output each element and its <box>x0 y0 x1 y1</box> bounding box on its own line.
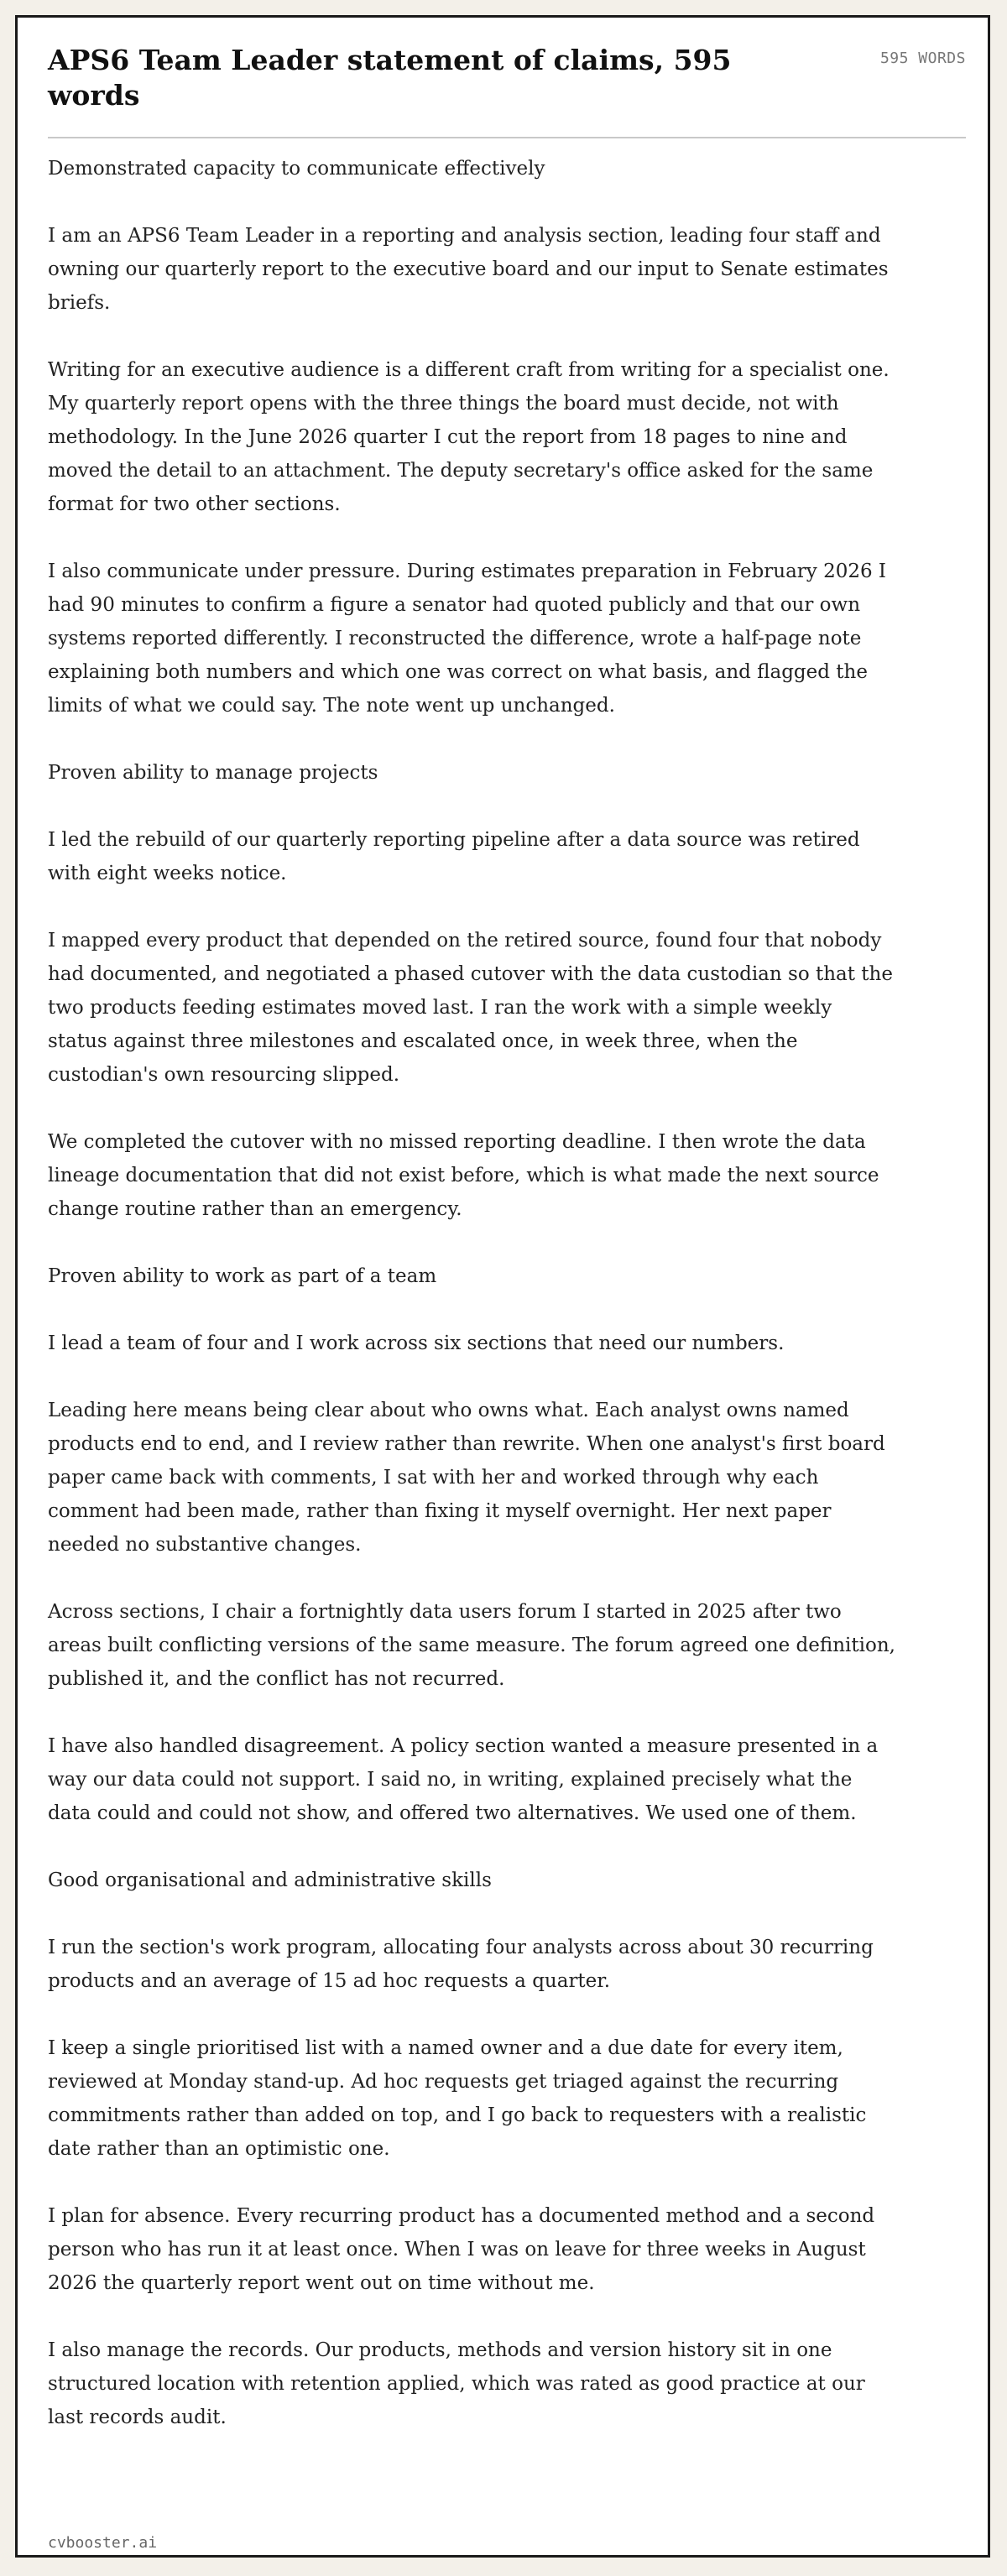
section-paragraph: Leading here means being clear about who owns what. Each analyst owns named products end to end, and I review rather than rewrite. When one analyst's first board paper came back with comments, I sat with her and worked through why each comment had been made, rather than fixing it myself overnight. Her next paper needed no substantive changes. <box>48 1400 885 1556</box>
section-paragraph: I keep a single prioritised list with a named owner and a due date for every item, reviewed at Monday stand-up. Ad hoc requests get triaged against the recurring commitments rather than added on top, and I go back to requesters with a realistic date rather than an optimistic one. <box>48 2037 867 2160</box>
statement-card <box>15 15 990 2558</box>
section-paragraph: I lead a team of four and I work across six sections that need our numbers. <box>48 1332 785 1354</box>
section-paragraph: I led the rebuild of our quarterly reporting pipeline after a data source was retired with eight weeks notice. <box>48 829 860 884</box>
section-paragraph: I mapped every product that depended on the retired source, found four that nobody had documented, and negotiated a phased cutover with the data custodian so that the two products feeding estimates moved last. I ran the work with a simple weekly status against three milestones and escalated once, in week three, when the custodian's own resourcing slipped. <box>48 930 893 1086</box>
section-paragraph: We completed the cutover with no missed reporting deadline. I then wrote the data lineage documentation that did not exist before, which is what made the next source change routine rather than an emergency. <box>48 1131 879 1220</box>
word-count-badge: 595 WORDS <box>879 50 966 67</box>
section-paragraph: I also manage the records. Our products, methods and version history sit in one structured location with retention applied, which was rated as good practice at our last records audit. <box>48 2339 865 2428</box>
section-paragraph: Across sections, I chair a fortnightly data users forum I started in 2025 after two areas built conflicting versions of the same measure. The forum agreed one definition, published it, and the conflict has not recurred. <box>48 1601 895 1690</box>
section-heading-teamwork: Proven ability to work as part of a team <box>48 1265 437 1287</box>
section-paragraph: I run the section's work program, allocating four analysts across about 30 recurring products and an average of 15 ad hoc requests a quarter. <box>48 1937 874 1992</box>
section-paragraph: I have also handled disagreement. A policy section wanted a measure presented in a way our data could not support. I said no, in writing, explained precisely what the data could and could not show, and offered two alternatives. We used one of them. <box>48 1735 879 1824</box>
document-header <box>48 43 966 138</box>
footer-brand[interactable]: cvbooster.ai <box>48 2534 158 2552</box>
section-paragraph: I also communicate under pressure. During estimates preparation in February 2026 I had 90 minutes to confirm a figure a senator had quoted publicly and that our own systems reported differently. I reconstructed the difference, wrote a half-page note explaining both numbers and which one was correct on what basis, and flagged the limits of what we could say. The note went up unchanged. <box>48 561 887 717</box>
section-heading-organisational: Good organisational and administrative skills <box>48 1869 492 1891</box>
section-paragraph: Writing for an executive audience is a different craft from writing for a specialist one. My quarterly report opens with the three things the board must decide, not with methodology. In the June 2026 quarter I cut the report from 18 pages to nine and moved the detail to an attachment. The deputy secretary's office asked for the same format for two other sections. <box>48 359 890 515</box>
section-heading-communicate: Demonstrated capacity to communicate effectively <box>48 158 545 180</box>
document-body <box>48 152 895 2468</box>
section-paragraph: I plan for absence. Every recurring product has a documented method and a second person who has run it at least once. When I was on leave for three weeks in August 2026 the quarterly report went out on time without me. <box>48 2205 875 2294</box>
document-title: APS6 Team Leader statement of claims, 595 words <box>48 44 732 112</box>
section-heading-projects: Proven ability to manage projects <box>48 762 378 784</box>
section-paragraph: I am an APS6 Team Leader in a reporting and analysis section, leading four staff and owning our quarterly report to the executive board and our input to Senate estimates briefs. <box>48 225 889 314</box>
